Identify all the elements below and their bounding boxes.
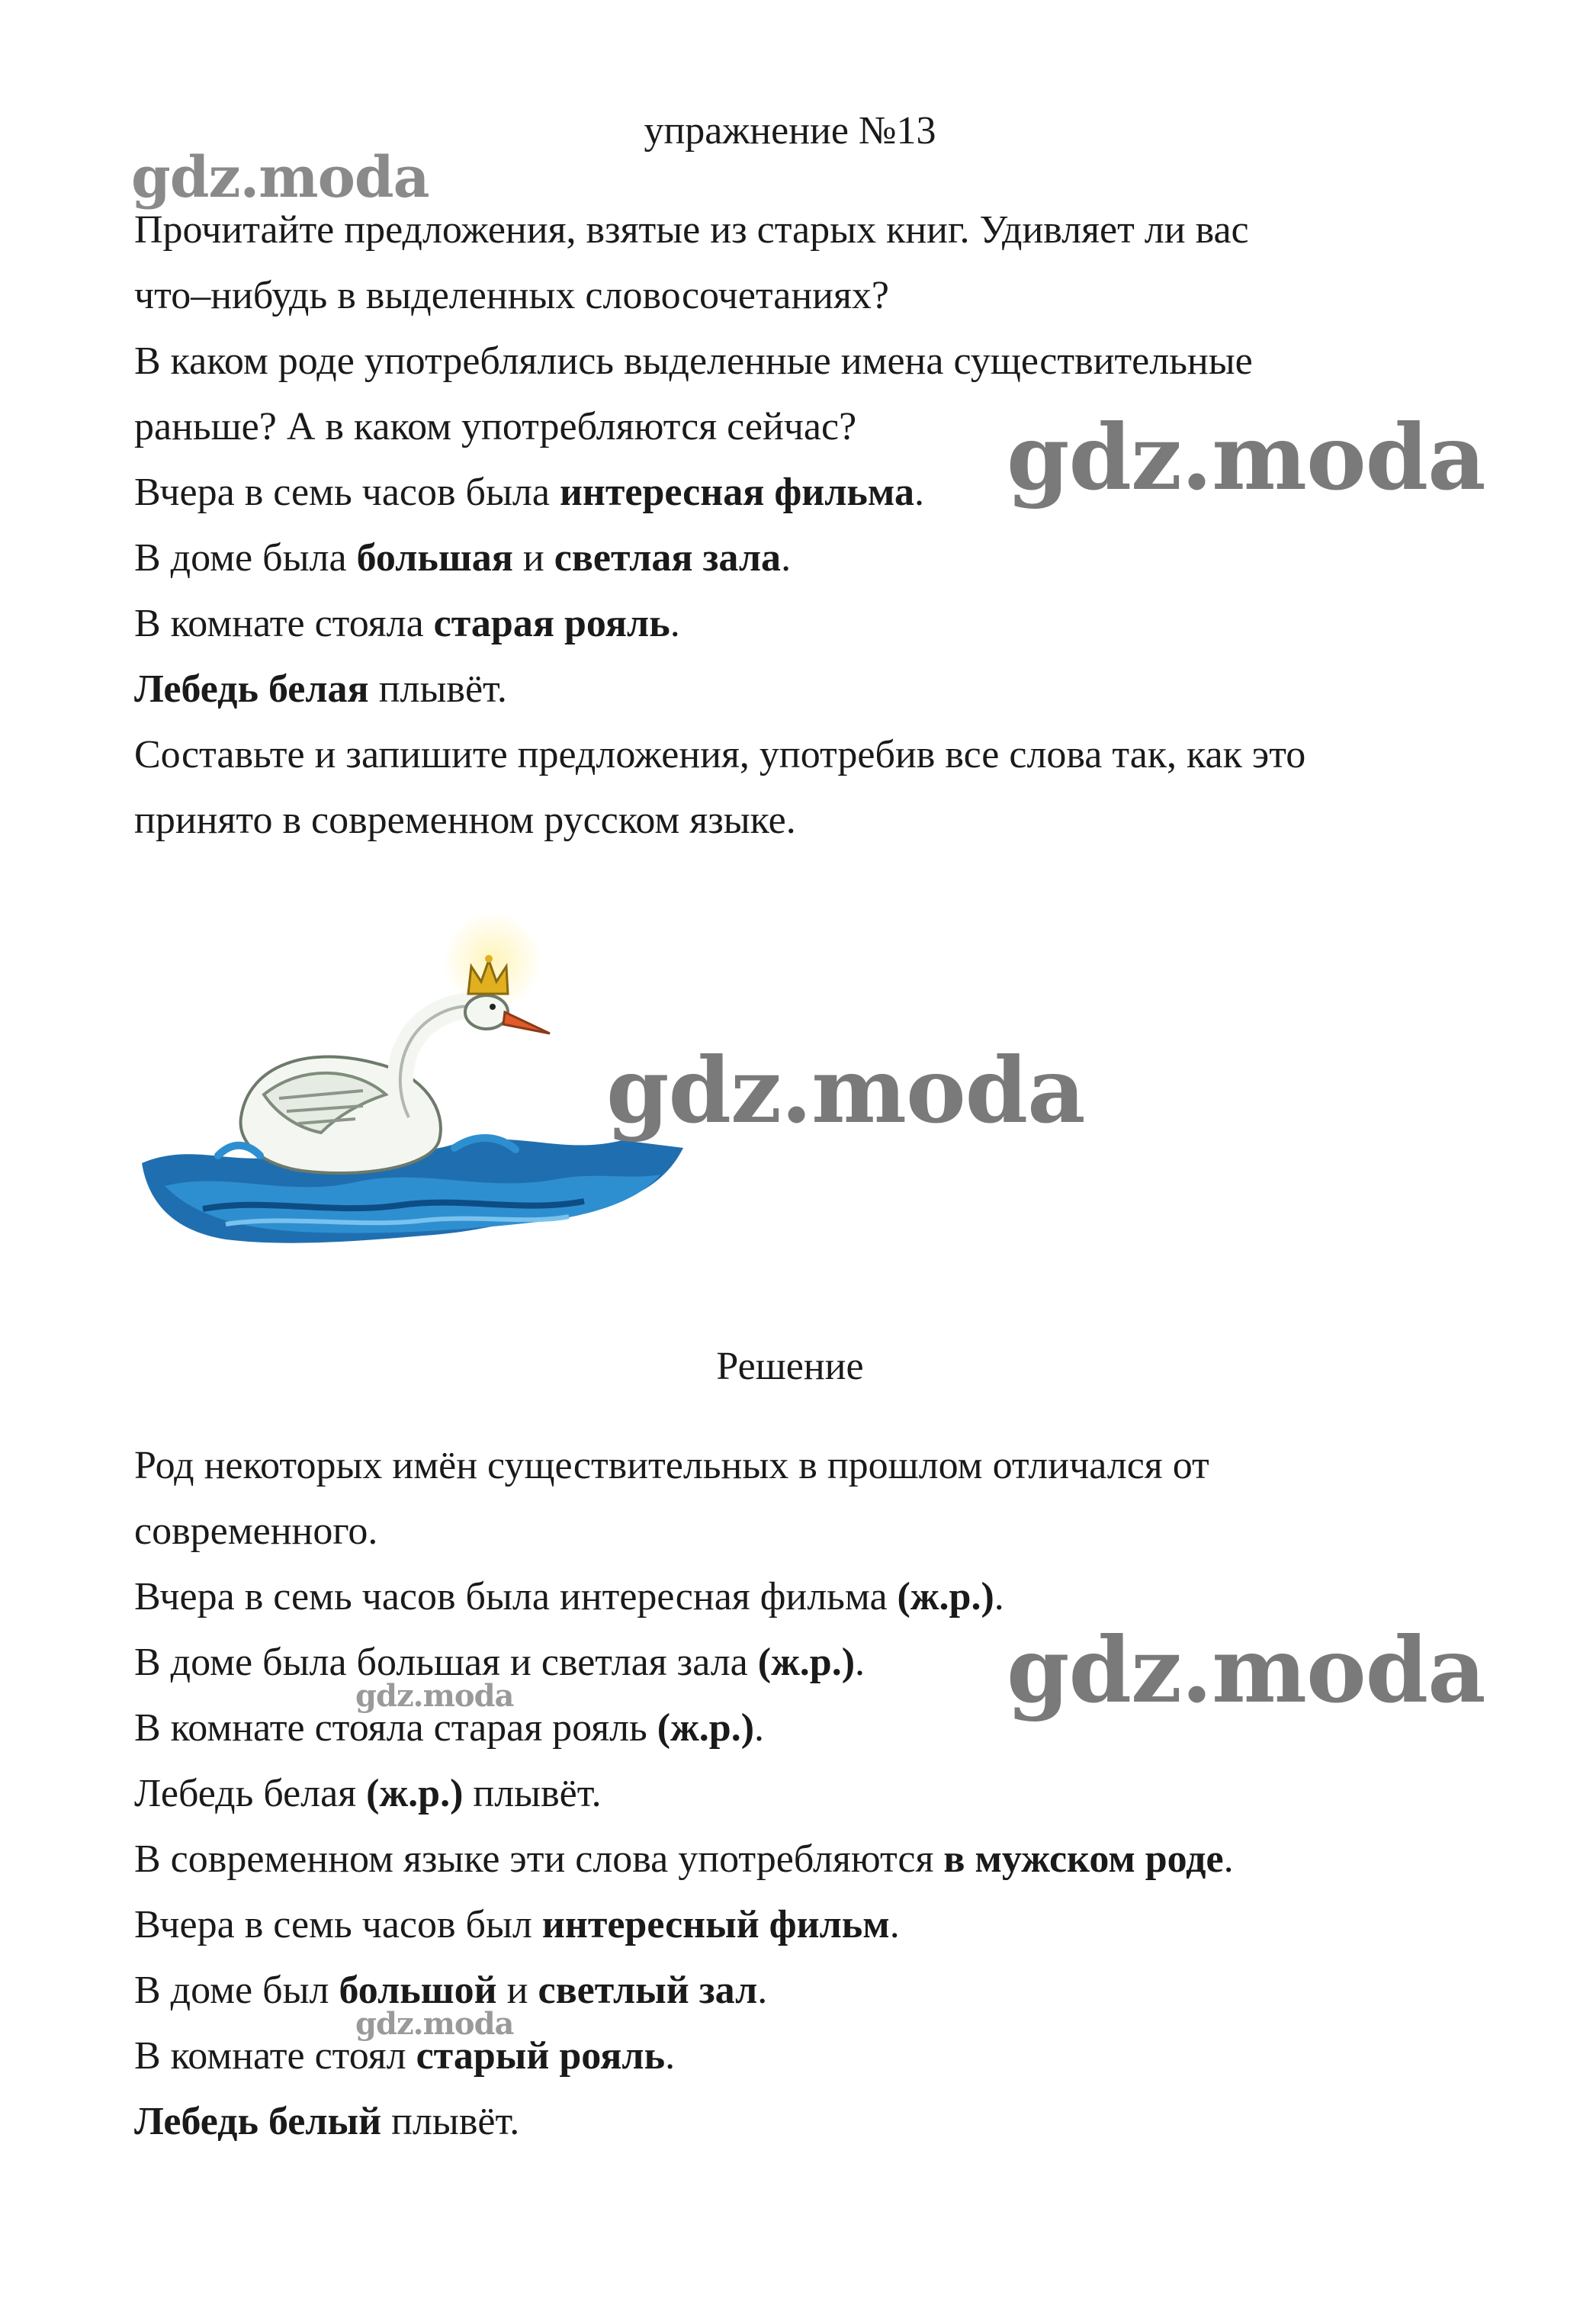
highlighted-phrase: Лебедь белый [134,2100,382,2143]
highlighted-word: большая [356,536,513,580]
task-line-4: раньше? А в каком употребляются сейчас? [134,405,857,448]
answer-old-4 [134,1771,602,1817]
highlighted-phrase: старый рояль [416,2034,666,2078]
sentence-text: В комнате стоял [134,2034,416,2078]
sentence-end: . [757,1969,768,2012]
highlighted-phrase: интересная фильма [559,471,914,514]
highlighted-phrase: в мужском роде [943,1837,1224,1881]
watermark: gdz.moda [355,2006,514,2042]
task-line-3: В каком роде употреблялись выделенные имена существительные [134,339,1253,383]
answer-modern-4 [134,2099,519,2145]
sentence-end: . [665,2034,676,2078]
highlighted-phrase: интересный фильм [541,1903,890,1946]
answer-modern-1 [134,1902,900,1948]
gender-tag: (ж.р.) [897,1575,994,1618]
sentence-text: Вчера в семь часов была [134,471,560,514]
solution-line-1: Род некоторых имён существительных в прошлом отличался от [134,1444,1209,1487]
old-sentence-1 [134,470,924,516]
old-sentence-4 [134,667,507,712]
sentence-end: . [889,1903,900,1946]
sentence-text: В современном языке эти слова употребляются [134,1837,944,1881]
watermark: gdz.moda [1007,1617,1485,1723]
gender-tag: (ж.р.) [366,1772,464,1815]
sentence-text: Вчера в семь часов была интересная фильма [134,1575,898,1618]
sentence-text: и [512,536,554,580]
sentence-end: . [914,471,924,514]
sentence-end: . [994,1575,1004,1618]
task-instruction-2: принято в современном русском языке. [134,799,796,842]
sentence-text: Вчера в семь часов был [134,1903,542,1946]
sentence-end: . [670,602,680,645]
answer-old-1 [134,1574,1004,1620]
old-sentence-2 [134,535,791,581]
sentence-end: . [855,1641,865,1684]
sentence-text: В комнате стояла [134,602,434,645]
sentence-text: Лебедь белая [134,1772,367,1815]
sentence-text: В доме был [134,1969,339,2012]
highlighted-word: большой [339,1969,497,2012]
sentence-end: плывёт. [381,2100,520,2143]
watermark: gdz.moda [131,145,429,211]
sentence-end: плывёт. [368,667,507,711]
exercise-title: упражнение №13 [644,109,936,153]
watermark: gdz.moda [355,1678,514,1714]
sentence-text: В комнате стояла старая рояль [134,1706,657,1750]
gender-tag: (ж.р.) [657,1706,755,1750]
task-line-1: Прочитайте предложения, взятые из старых книг. Удивляет ли вас [134,208,1249,252]
sentence-text: В доме была [134,536,357,580]
sentence-text: В доме была большая и светлая зала [134,1641,758,1684]
highlighted-phrase: светлая зала [554,536,782,580]
highlighted-phrase: старая рояль [433,602,670,645]
sentence-end: . [1223,1837,1234,1881]
old-sentence-3 [134,601,680,647]
watermark: gdz.moda [1007,404,1485,510]
sentence-end: плывёт. [463,1772,602,1815]
highlighted-phrase: светлый зал [538,1969,758,2012]
watermark: gdz.moda [606,1037,1085,1143]
task-line-2: что–нибудь в выделенных словосочетаниях? [134,274,890,317]
highlighted-phrase: Лебедь белая [134,667,369,711]
gender-tag: (ж.р.) [757,1641,856,1684]
sentence-end: . [754,1706,765,1750]
answer-modern-intro [134,1837,1234,1882]
task-instruction-1: Составьте и запишите предложения, употребив все слова так, как это [134,733,1306,776]
solution-line-2: современного. [134,1509,378,1553]
solution-heading: Решение [716,1345,864,1388]
sentence-text: и [496,1969,538,2012]
sentence-end: . [781,536,792,580]
